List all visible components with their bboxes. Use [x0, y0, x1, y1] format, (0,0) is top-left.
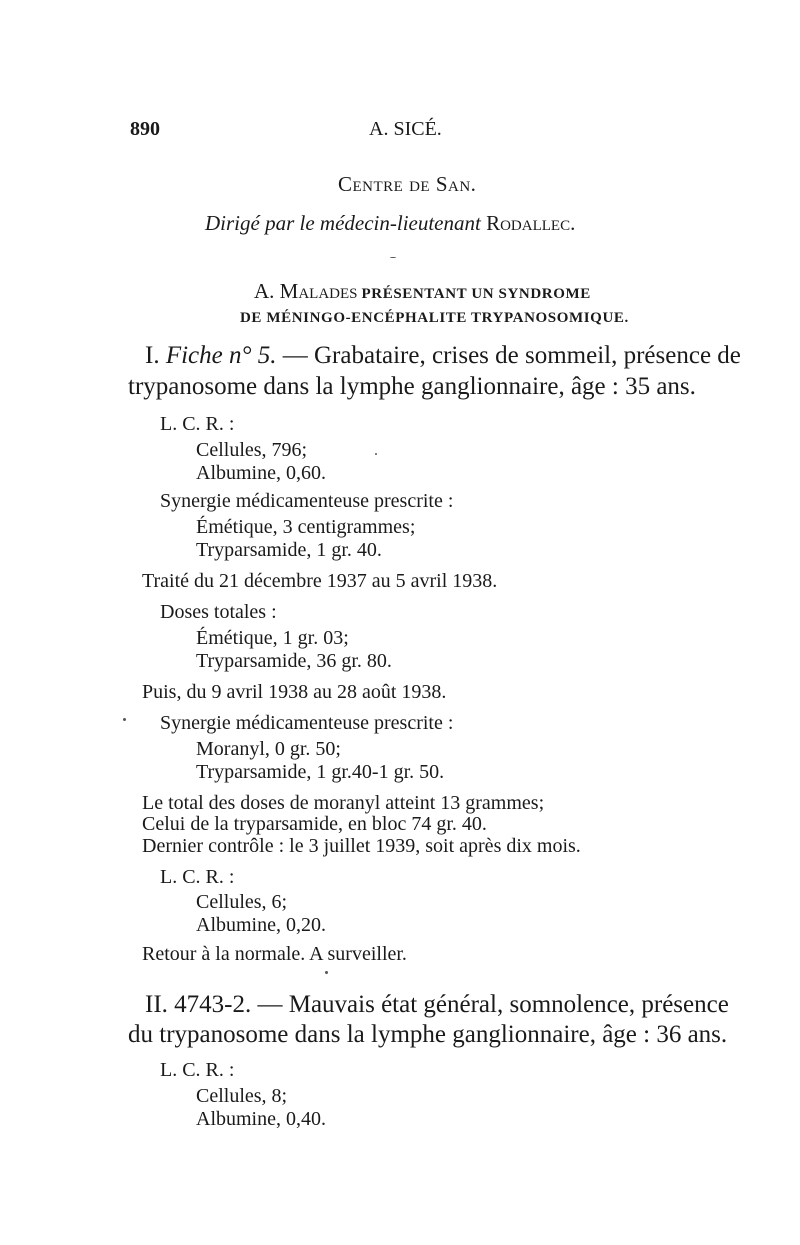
case2-line1: II. 4743-2. — Mauvais état général, somnolence, présence: [145, 991, 729, 1018]
case1-then: Puis, du 9 avril 1938 au 28 août 1938.: [142, 681, 447, 703]
case1-cells-1: Cellules, 796;: [196, 439, 308, 461]
case1-total-tryparsamide: Celui de la tryparsamide, en bloc 74 gr. 40.: [142, 813, 487, 835]
scan-speck: [123, 718, 126, 721]
case1-emetique-total: Émétique, 1 gr. 03;: [196, 627, 349, 649]
case2-line2: du trypanosome dans la lymphe ganglionnaire, âge : 36 ans.: [128, 1021, 728, 1048]
case1-cells-2: Cellules, 6;: [196, 891, 288, 913]
case1-line1-rest: — Grabataire, crises de sommeil, présence de: [282, 342, 741, 369]
centre-title: Centre de San.: [338, 172, 477, 196]
case1-albumin-1: Albumine, 0,60.: [196, 462, 326, 484]
section-heading-rest: PRÉSENTANT UN SYNDROME: [361, 286, 591, 302]
case1-line2: trypanosome dans la lymphe ganglionnaire, âge : 35 ans.: [128, 373, 696, 400]
director-prefix: Dirigé par le médecin-lieutenant: [205, 211, 481, 235]
section-heading-line2: DE MÉNINGO-ENCÉPHALITE TRYPANOSOMIQUE.: [240, 310, 629, 326]
case1-tryparsamide-2: Tryparsamide, 1 gr.40-1 gr. 50.: [196, 761, 445, 783]
case1-conclusion: Retour à la normale. A surveiller.: [142, 943, 407, 965]
case1-line1: [145, 342, 741, 370]
centre-director: [205, 211, 575, 236]
case1-albumin-2: Albumine, 0,20.: [196, 914, 326, 936]
case1-doses-label: Doses totales :: [160, 601, 277, 623]
case1-treated: Traité du 21 décembre 1937 au 5 avril 1938.: [142, 570, 498, 592]
case1-tryparsamide-total: Tryparsamide, 36 gr. 80.: [196, 650, 392, 672]
case2-lcr-label: L. C. R. :: [160, 1059, 235, 1081]
scan-speck: [390, 257, 396, 258]
case1-lcr-label-1: L. C. R. :: [160, 413, 235, 435]
case1-number: I.: [145, 342, 160, 369]
case1-fiche: Fiche n° 5.: [165, 342, 277, 369]
case2-albumin: Albumine, 0,40.: [196, 1108, 326, 1130]
page-number: 890: [130, 118, 160, 140]
scan-speck: [375, 453, 377, 455]
section-heading-line1: [254, 279, 591, 304]
case1-moranyl: Moranyl, 0 gr. 50;: [196, 738, 341, 760]
running-title: A. SICÉ.: [369, 118, 442, 140]
director-name: Rodallec.: [486, 211, 576, 235]
case1-tryparsamide-1: Tryparsamide, 1 gr. 40.: [196, 539, 382, 561]
case1-total-moranyl: Le total des doses de moranyl atteint 13 grammes;: [142, 792, 545, 814]
scan-speck: [325, 971, 328, 974]
section-heading-first: A. Malades: [254, 279, 358, 303]
case1-synergy-1: Synergie médicamenteuse prescrite :: [160, 490, 454, 512]
case1-lcr-label-2: L. C. R. :: [160, 866, 235, 888]
case1-emetique-1: Émétique, 3 centigrammes;: [196, 516, 416, 538]
case1-last-check: Dernier contrôle : le 3 juillet 1939, soit après dix mois.: [142, 835, 581, 857]
case2-cells: Cellules, 8;: [196, 1085, 288, 1107]
case1-synergy-2: Synergie médicamenteuse prescrite :: [160, 712, 454, 734]
